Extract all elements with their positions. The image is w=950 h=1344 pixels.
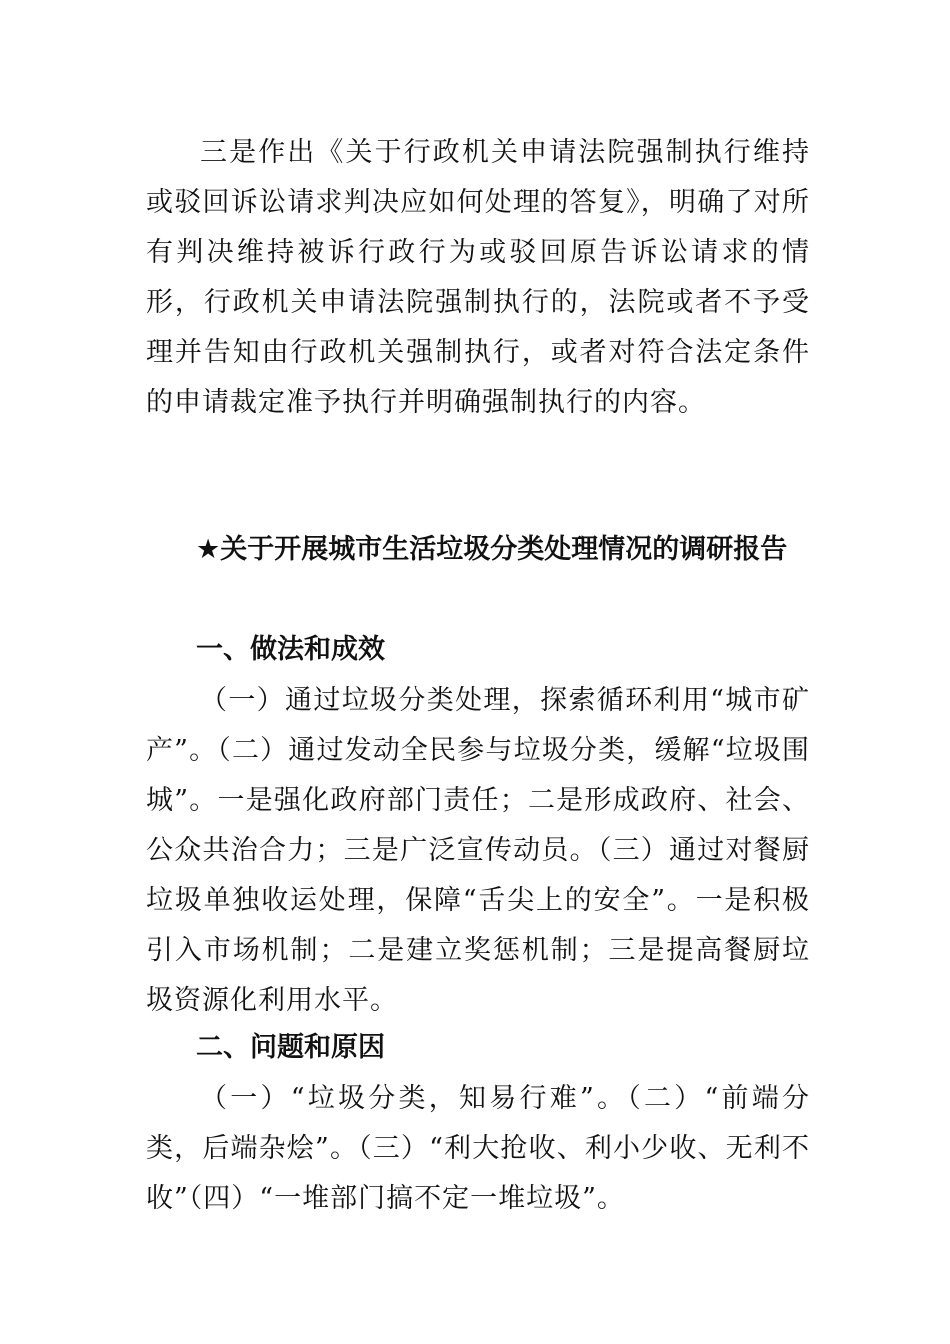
report-title: ★关于开展城市生活垃圾分类处理情况的调研报告 [196,534,788,565]
section-2-body: （一）“垃圾分类，知易行难”。（二）“前端分类，后端杂烩”。（三）“利大抢收、利小少收、无利不收”（四）“一堆部门搞不定一堆垃圾”。 [146,1083,810,1214]
intro-paragraph: 三是作出《关于行政机关申请法院强制执行维持或驳回诉讼请求判决应如何处理的答复》，明确了对所有判决维持被诉行政行为或驳回原告诉讼请求的情形，行政机关申请法院强制执行的，法院或者不予受理并告知由行政机关强制执行，或者对符合法定条件的申请裁定准予执行并明确强制执行的内容。 [146,137,810,418]
section-2-heading: 二、问题和原因 [196,1032,385,1063]
section-1-heading: 一、做法和成效 [196,634,385,665]
section-1-body: （一）通过垃圾分类处理，探索循环利用“城市矿产”。（二）通过发动全民参与垃圾分类，缓解“垃圾围城”。一是强化政府部门责任；二是形成政府、社会、公众共治合力；三是广泛宣传动员。（三）通过对餐厨垃圾单独收运处理，保障“舌尖上的安全”。一是积极引入市场机制；二是建立奖惩机制；三是提高餐厨垃圾资源化利用水平。 [146,685,810,1016]
